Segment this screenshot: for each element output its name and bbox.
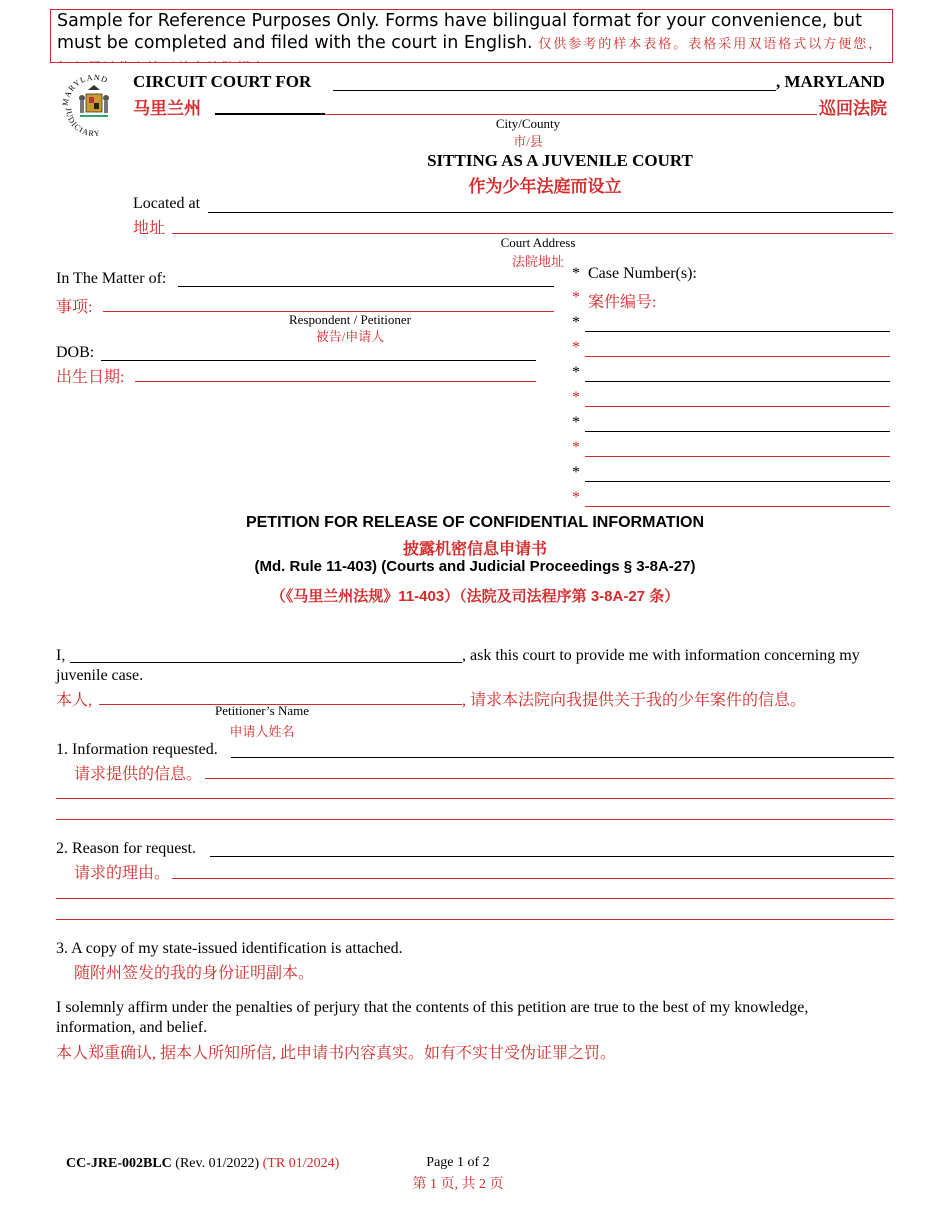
reason-line-zh	[172, 878, 894, 879]
case-row-star-zh: *	[572, 389, 580, 406]
case-row-star: *	[572, 364, 580, 381]
case-number-line-3-zh	[585, 456, 890, 457]
seal-icon	[58, 68, 130, 140]
ask-text: , ask this court to provide me with information concerning my	[462, 647, 860, 664]
case-row-star: *	[572, 314, 580, 331]
item1-zh-label: 请求提供的信息。	[74, 766, 203, 783]
court-address-caption-zh: 法院地址	[511, 254, 564, 269]
circuit-court-line-zh-black	[215, 113, 325, 115]
case-row-star-zh: *	[572, 339, 580, 356]
circuit-court-line[interactable]	[333, 90, 776, 91]
item2-zh-label: 请求的理由。	[74, 865, 171, 882]
info-requested-line-zh	[205, 778, 894, 779]
rule-citation-zh: （《马里兰州法规》11-403）（法院及司法程序第 3-8A-27 条）	[270, 588, 680, 605]
info-requested-line-2[interactable]	[56, 798, 894, 799]
located-at-zh-label: 地址	[133, 220, 166, 237]
circuit-court-for-label: CIRCUIT COURT FOR	[133, 72, 312, 91]
case-number-zh-label: 案件编号:	[588, 294, 657, 311]
case-number-label: Case Number(s):	[588, 265, 697, 282]
case-number-line-2-zh	[585, 406, 890, 407]
seal-text-bottom: JUDICIARY	[63, 107, 102, 139]
seal-text-top: MARYLAND	[60, 72, 110, 107]
rule-citation: (Md. Rule 11-403) (Courts and Judicial Proceedings § 3-8A-27)	[254, 558, 696, 575]
dob-zh-label: 出生日期:	[56, 369, 125, 386]
banner-text-zh: 仅供参考的样本表格。表格采用双语格式以方便您，	[538, 37, 884, 52]
form-rev: (Rev. 01/2022)	[171, 1156, 263, 1171]
sitting-heading: SITTING AS A JUVENILE COURT	[427, 151, 693, 170]
maryland-zh-label: 马里兰州	[133, 99, 201, 118]
court-address-line-zh	[172, 233, 893, 234]
matter-label: In The Matter of:	[56, 270, 167, 287]
ask-zh-text: , 请求本法院向我提供关于我的少年案件的信息。	[462, 692, 807, 709]
i-zh-label: 本人,	[56, 692, 93, 709]
reason-line[interactable]	[210, 856, 894, 857]
sample-banner	[50, 9, 893, 63]
i-label: I,	[56, 647, 66, 664]
petitioner-name-caption: Petitioner’s Name	[215, 703, 309, 718]
form-id: CC-JRE-002BLC	[66, 1156, 172, 1171]
page-number: Page 1 of 2	[426, 1155, 490, 1170]
circuit-court-zh-label: 巡回法院	[819, 99, 887, 118]
respondent-caption: Respondent / Petitioner	[288, 312, 412, 327]
form-id-block	[66, 1156, 339, 1172]
juvenile-case-text: juvenile case.	[56, 667, 144, 684]
item2-label: 2. Reason for request.	[56, 840, 196, 857]
info-requested-line[interactable]	[231, 757, 894, 758]
rule-citation-zh-text: 《马里兰州法规》11-403）（法院及司法程序第 3-8A-27 条）	[285, 588, 680, 605]
petitioner-name-caption-zh: 申请人姓名	[229, 724, 295, 739]
court-address-line[interactable]	[208, 212, 893, 213]
dob-line[interactable]	[101, 360, 536, 361]
case-row-star: *	[572, 464, 580, 481]
case-row-star-zh: *	[572, 489, 580, 506]
located-at-label: Located at	[133, 195, 201, 212]
maryland-label: , MARYLAND	[776, 72, 885, 91]
petition-title-zh: 披露机密信息申请书	[402, 541, 547, 558]
city-county-caption-zh: 市/县	[513, 134, 543, 149]
case-number-line-3[interactable]	[585, 431, 890, 432]
circuit-court-line-zh	[325, 114, 817, 115]
reason-line-2[interactable]	[56, 898, 894, 899]
reason-line-3[interactable]	[56, 919, 894, 920]
item1-label: 1. Information requested.	[56, 741, 218, 758]
page-number-zh: 第 1 页, 共 2 页	[412, 1177, 504, 1192]
case-number-line-4[interactable]	[585, 481, 890, 482]
affirm-line1: I solemnly affirm under the penalties of perjury that the contents of this petition are true to the best of my knowledge,	[56, 999, 809, 1016]
petitioner-name-line[interactable]	[70, 662, 462, 663]
court-address-caption: Court Address	[500, 235, 576, 250]
maryland-judiciary-seal	[58, 68, 130, 140]
case-row-star: *	[572, 414, 580, 431]
affirm-line2: information, and belief.	[56, 1019, 208, 1036]
case-number-line-2[interactable]	[585, 381, 890, 382]
info-requested-line-3[interactable]	[56, 819, 894, 820]
affirm-zh: 本人郑重确认, 据本人所知所信, 此申请书内容真实。如有不实甘受伪证罪之罚。	[56, 1045, 617, 1062]
form-tr: (TR 01/2024)	[262, 1156, 340, 1171]
dob-line-zh	[135, 381, 536, 382]
item3-label: 3. A copy of my state-issued identification is attached.	[56, 940, 403, 957]
case-number-line-1[interactable]	[585, 331, 890, 332]
dob-label: DOB:	[56, 344, 95, 361]
banner-text-en: Sample for Reference Purposes Only. Forms have bilingual format for your convenience, but must be completed and filed with the court in English.	[57, 11, 862, 53]
city-county-caption: City/County	[495, 116, 561, 131]
respondent-caption-zh: 被告/申请人	[315, 329, 385, 344]
item3-zh-label: 随附州签发的我的身份证明副本。	[74, 965, 315, 982]
matter-line[interactable]	[178, 286, 554, 287]
case-star-zh: *	[572, 289, 580, 306]
case-number-line-4-zh	[585, 506, 890, 507]
sitting-heading-zh: 作为少年法庭而设立	[468, 177, 622, 196]
case-row-star-zh: *	[572, 439, 580, 456]
petition-title: PETITION FOR RELEASE OF CONFIDENTIAL INFORMATION	[245, 514, 705, 531]
matter-zh-label: 事项:	[56, 299, 93, 316]
case-star: *	[572, 265, 580, 282]
case-number-line-1-zh	[585, 356, 890, 357]
